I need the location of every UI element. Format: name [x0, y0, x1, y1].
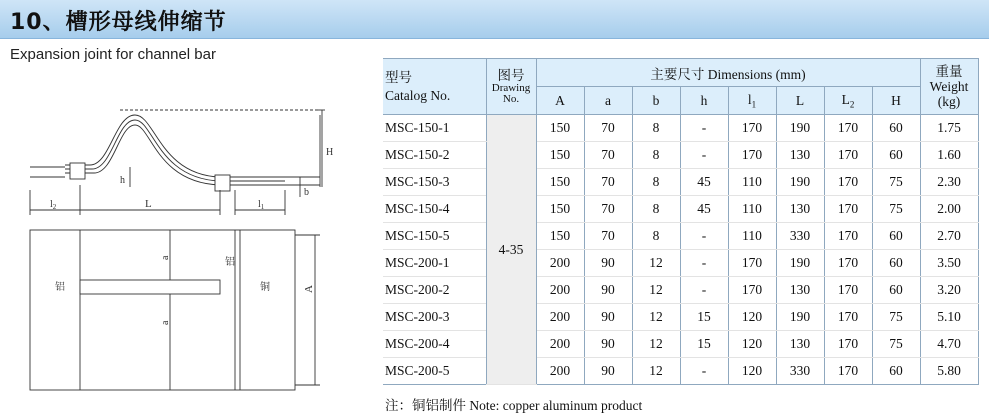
cell-catalog-no: MSC-200-5	[383, 358, 486, 385]
header-col-a: a	[584, 87, 632, 115]
cell-h: 75	[872, 304, 920, 331]
cell-a: 70	[584, 223, 632, 250]
cell-h: -	[680, 277, 728, 304]
header-catalog-cn: 型号	[385, 69, 412, 85]
cell-catalog-no: MSC-150-2	[383, 142, 486, 169]
clamp-left	[70, 163, 85, 179]
cell-a: 150	[536, 223, 584, 250]
cell-w: 2.70	[920, 223, 978, 250]
cell-catalog-no: MSC-150-4	[383, 196, 486, 223]
cell-a: 200	[536, 250, 584, 277]
cell-h: 60	[872, 277, 920, 304]
table-row	[383, 304, 978, 331]
section-title-bar	[0, 0, 989, 39]
cell-catalog-no: MSC-200-3	[383, 304, 486, 331]
side-view	[30, 110, 325, 215]
cell-l2: 170	[824, 223, 872, 250]
cell-l1: 170	[728, 115, 776, 142]
cell-w: 3.50	[920, 250, 978, 277]
table-row	[383, 142, 978, 169]
cell-h: 60	[872, 250, 920, 277]
cell-catalog-no: MSC-150-3	[383, 169, 486, 196]
header-catalog-en: Catalog No.	[385, 87, 451, 103]
cell-l2: 170	[824, 115, 872, 142]
cell-h: -	[680, 358, 728, 385]
cell-a: 90	[584, 331, 632, 358]
clamp-right	[215, 175, 230, 191]
header-weight-cn: 重量	[935, 64, 963, 79]
cell-h: 45	[680, 196, 728, 223]
cell-a: 90	[584, 358, 632, 385]
cell-h: -	[680, 223, 728, 250]
cell-l: 130	[776, 196, 824, 223]
cell-l1: 110	[728, 196, 776, 223]
cell-w: 2.30	[920, 169, 978, 196]
dim-L-label: L	[145, 198, 152, 210]
material-aluminum-right: 铝	[225, 257, 235, 268]
technical-drawing	[20, 95, 365, 395]
cell-w: 5.10	[920, 304, 978, 331]
cell-h: 75	[872, 169, 920, 196]
cell-a: 90	[584, 250, 632, 277]
table-row	[383, 223, 978, 250]
header-col-A: A	[536, 87, 584, 115]
cell-a: 150	[536, 115, 584, 142]
cell-l: 130	[776, 277, 824, 304]
cell-l1: 110	[728, 223, 776, 250]
cell-a: 70	[584, 142, 632, 169]
cell-l1: 120	[728, 358, 776, 385]
dim-H-label: H	[326, 147, 334, 158]
cell-w: 3.20	[920, 277, 978, 304]
cell-w: 1.60	[920, 142, 978, 169]
table-row	[383, 277, 978, 304]
cell-h: 60	[872, 142, 920, 169]
cell-a: 90	[584, 304, 632, 331]
cell-l: 190	[776, 250, 824, 277]
cell-a: 200	[536, 277, 584, 304]
cell-h: 15	[680, 304, 728, 331]
cell-w: 1.75	[920, 115, 978, 142]
table-row	[383, 196, 978, 223]
header-col-l1: $l_1$	[728, 87, 776, 115]
top-view	[30, 230, 320, 390]
cell-h: 75	[872, 331, 920, 358]
section-title: 10、槽形母线伸缩节	[10, 10, 227, 35]
cell-a: 70	[584, 169, 632, 196]
cell-w: 5.80	[920, 358, 978, 385]
cell-b: 12	[632, 304, 680, 331]
cell-l2: 170	[824, 169, 872, 196]
material-copper: 铜	[260, 282, 270, 293]
cell-h: 75	[872, 196, 920, 223]
cell-b: 12	[632, 250, 680, 277]
dim-A-label: A	[303, 285, 315, 293]
cell-h: 60	[872, 115, 920, 142]
cell-a: 150	[536, 142, 584, 169]
dim-l1-label: $l_1$	[258, 199, 265, 211]
header-dimensions: 主要尺寸 Dimensions (mm)	[536, 59, 920, 87]
cell-catalog-no: MSC-200-1	[383, 250, 486, 277]
header-drawing	[486, 59, 536, 115]
cell-catalog-no: MSC-150-5	[383, 223, 486, 250]
cell-a: 200	[536, 331, 584, 358]
table-row	[383, 250, 978, 277]
cell-h: -	[680, 250, 728, 277]
dim-a-bottom-label: a	[160, 320, 171, 325]
section-subtitle: Expansion joint for channel bar	[10, 46, 216, 63]
cell-l: 130	[776, 142, 824, 169]
dim-a-top-label: a	[160, 255, 171, 260]
cell-a: 150	[536, 196, 584, 223]
header-col-L2: $L_2$	[824, 87, 872, 115]
header-weight	[920, 59, 978, 115]
cell-l1: 120	[728, 331, 776, 358]
cell-b: 8	[632, 115, 680, 142]
cell-l2: 170	[824, 331, 872, 358]
cell-h: 45	[680, 169, 728, 196]
cell-a: 200	[536, 358, 584, 385]
conductor-bar	[80, 280, 220, 294]
cell-l: 190	[776, 304, 824, 331]
spec-table	[383, 58, 979, 385]
dim-l2-label: $l_2$	[50, 199, 57, 211]
cell-a: 70	[584, 196, 632, 223]
cell-l1: 170	[728, 250, 776, 277]
cell-a: 200	[536, 304, 584, 331]
cell-w: 4.70	[920, 331, 978, 358]
footnote: 注：铜铝制件 Note: copper aluminum product	[385, 398, 643, 413]
cell-l1: 110	[728, 169, 776, 196]
cell-h: 15	[680, 331, 728, 358]
cell-a: 70	[584, 115, 632, 142]
cell-b: 8	[632, 169, 680, 196]
cell-w: 2.00	[920, 196, 978, 223]
cell-l2: 170	[824, 196, 872, 223]
header-col-L: L	[776, 87, 824, 115]
cell-l: 330	[776, 223, 824, 250]
cell-h: -	[680, 142, 728, 169]
material-aluminum-left: 铝	[55, 282, 65, 293]
cell-l1: 170	[728, 277, 776, 304]
cell-a: 90	[584, 277, 632, 304]
cell-catalog-no: MSC-150-1	[383, 115, 486, 142]
cell-b: 8	[632, 142, 680, 169]
table-row	[383, 169, 978, 196]
cell-l2: 170	[824, 304, 872, 331]
cell-l: 330	[776, 358, 824, 385]
cell-l1: 170	[728, 142, 776, 169]
header-drawing-en1: Drawing	[491, 82, 531, 94]
header-drawing-cn: 图号	[497, 68, 525, 83]
cell-h: 60	[872, 358, 920, 385]
table-row	[383, 331, 978, 358]
cell-h: 60	[872, 223, 920, 250]
cell-l2: 170	[824, 142, 872, 169]
cell-b: 12	[632, 277, 680, 304]
dim-b-label: b	[304, 187, 309, 198]
cell-l2: 170	[824, 250, 872, 277]
header-drawing-en2: No.	[502, 93, 520, 105]
cell-catalog-no: MSC-200-2	[383, 277, 486, 304]
header-col-h: h	[680, 87, 728, 115]
cell-l1: 120	[728, 304, 776, 331]
header-col-H: H	[872, 87, 920, 115]
cell-l2: 170	[824, 277, 872, 304]
cell-l2: 170	[824, 358, 872, 385]
table-body	[383, 115, 978, 385]
cell-l: 190	[776, 115, 824, 142]
cell-b: 12	[632, 331, 680, 358]
cell-l: 130	[776, 331, 824, 358]
cell-catalog-no: MSC-200-4	[383, 331, 486, 358]
cell-h: -	[680, 115, 728, 142]
cell-drawing-no: 4-35	[486, 115, 536, 385]
header-weight-unit: (kg)	[937, 94, 961, 109]
table-row	[383, 358, 978, 385]
cell-b: 8	[632, 196, 680, 223]
header-weight-en: Weight	[929, 79, 969, 94]
dim-h-label: h	[120, 175, 125, 186]
cell-b: 12	[632, 358, 680, 385]
header-catalog	[383, 59, 486, 115]
cell-a: 150	[536, 169, 584, 196]
cell-b: 8	[632, 223, 680, 250]
header-col-b: b	[632, 87, 680, 115]
cell-l: 190	[776, 169, 824, 196]
table-row	[383, 115, 978, 142]
